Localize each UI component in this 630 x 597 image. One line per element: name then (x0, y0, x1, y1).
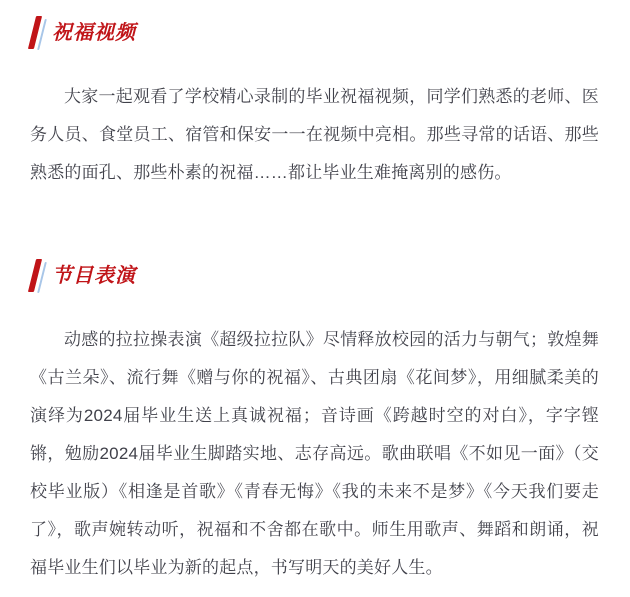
program-performance-paragraph: 动感的拉拉操表演《超级拉拉队》尽情释放校园的活力与朝气；敦煌舞《古兰朵》、流行舞《赠与你的祝福》、古典团扇《花间梦》，用细腻柔美的演绎为2024届毕业生送上真诚祝福；音诗画《跨越时空的对白》，字字铿锵，勉励2024届毕业生脚踏实地、志存高远。歌曲联唱《不如见一面》（交校毕业版）《相逢是首歌》《青春无悔》《我的未来不是梦》《今天我们要走了》，歌声婉转动听，祝福和不舍都在歌中。师生用歌声、舞蹈和朗诵，祝福毕业生们以毕业为新的起点，书写明天的美好人生。 (30, 330, 599, 577)
blessing-video-header (30, 15, 599, 51)
blessing-video-paragraph: 大家一起观看了学校精心录制的毕业祝福视频，同学们熟悉的老师、医务人员、食堂员工、宿管和保安一一在视频中亮相。那些寻常的话语、那些熟悉的面孔、那些朴素的祝福……都让毕业生难掩离别的感伤。 (30, 87, 599, 182)
program-performance-title: 节目表演 (52, 265, 136, 287)
section-program-performance (30, 258, 599, 587)
double-slash-icon (30, 258, 46, 294)
blessing-video-title: 祝福视频 (52, 22, 136, 44)
program-performance-header (30, 258, 599, 294)
double-slash-icon (30, 15, 46, 51)
section-blessing-video (30, 15, 599, 192)
